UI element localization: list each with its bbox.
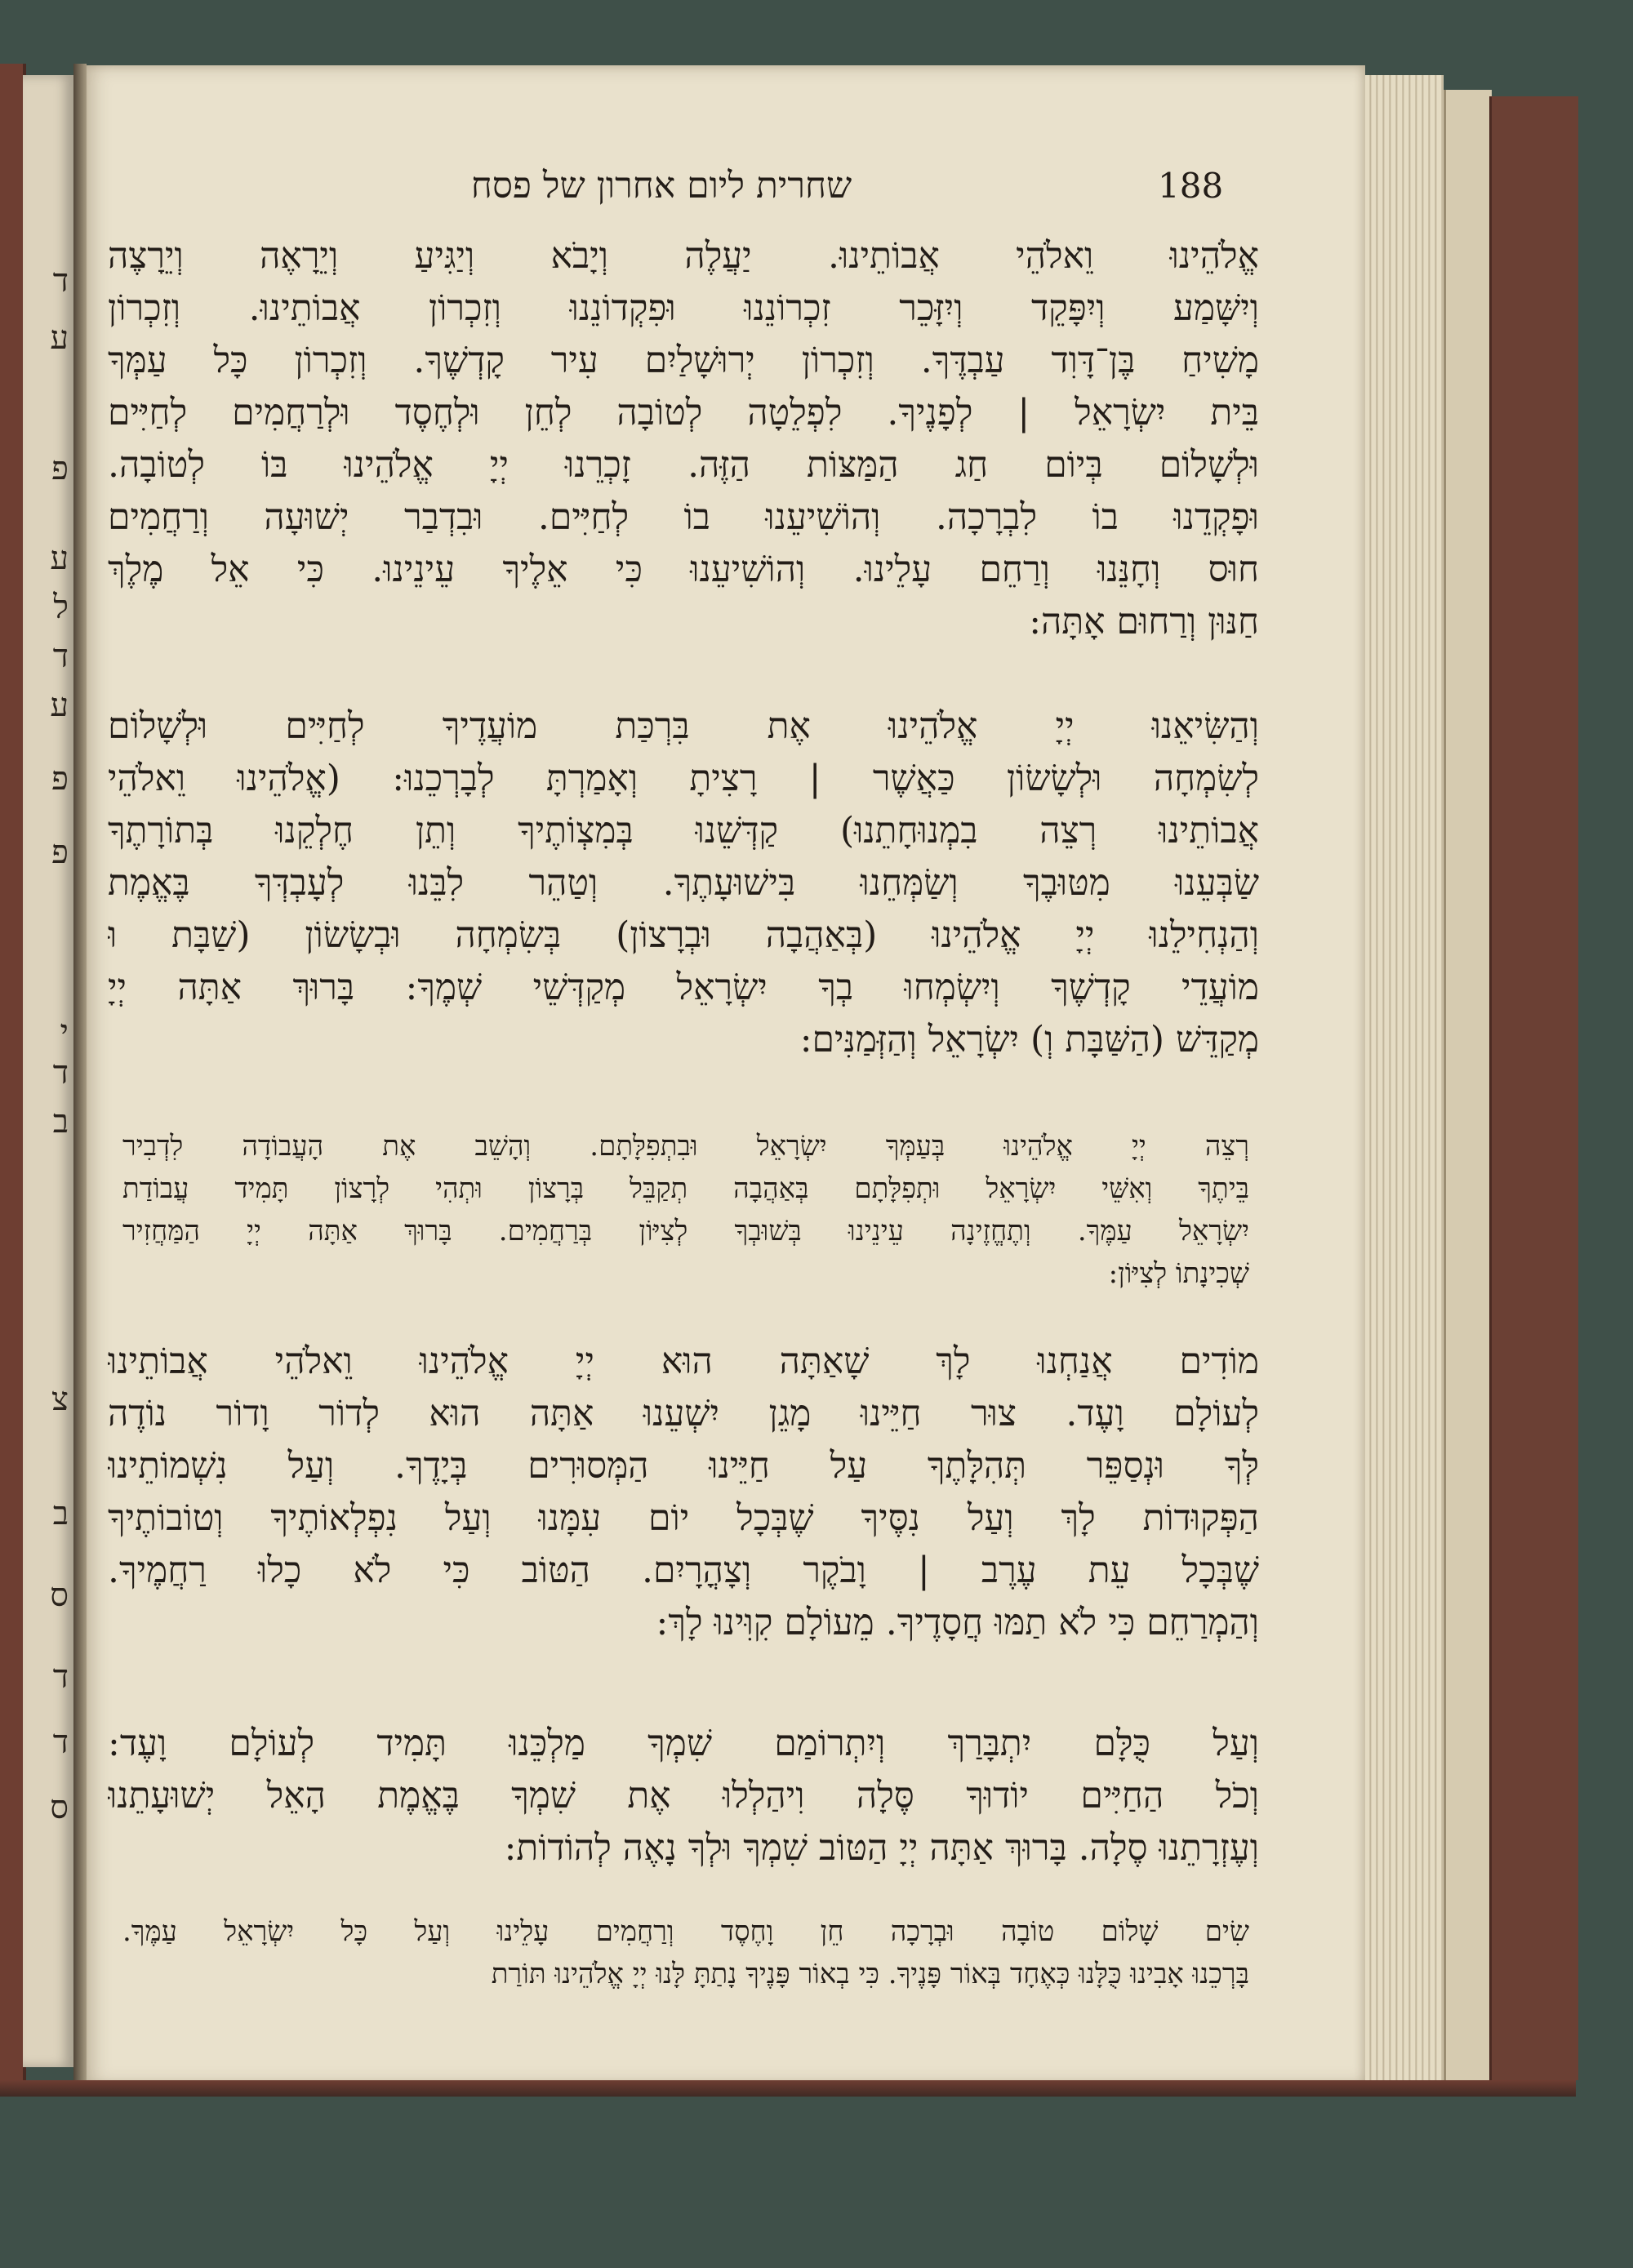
left-page-edge-letter: ב (52, 1103, 69, 1141)
text-line: וְכֹל הַחַיִּים יוֹדוּךָ סֶּלָה וִיהַלְלוּ אֶת שִׁמְךָ בֶּאֱמֶת הָאֵל יְשׁוּעָתֵנוּ (108, 1775, 1259, 1817)
left-page-edge-letter: ד (52, 1054, 69, 1092)
text-line: חוּס וְחָנֵּנוּ וְרַחֵם עָלֵינוּ. וְהוֹשִׁיעֵנוּ כִּי אֵלֶיךָ עֵינֵינוּ. כִּי אֵל מֶלֶךְ (108, 549, 1259, 590)
text-line: שַׂבְּעֵנוּ מִטּוּבֶךָ וְשַׂמְּחֵנוּ בִּישׁוּעָתֶךָ. וְטַהֵר לִבֵּנוּ לְעָבְדְּךָ בֶּאֱמֶת (108, 862, 1259, 904)
paragraph-sim-shalom (122, 1910, 1249, 1995)
left-page-edge-letter: ס (50, 1789, 69, 1826)
text-line: לְּךָ וּנְסַפֵּר תְּהִלָּתֶךָ עַל חַיֵּינוּ הַמְּסוּרִים בְּיָדֶךָ. וְעַל נִשְׁמוֹתֵינוּ (108, 1445, 1259, 1487)
left-page-edge-letter: ד (52, 1723, 69, 1761)
text-line: וּלְשָׁלוֹם בְּיוֹם חַג הַמַּצּוֹת הַזֶּה. זָכְרֵנוּ יְיָ אֱלֹהֵינוּ בּוֹ לְטוֹבָה. (108, 444, 1259, 486)
text-line: בֵּית יִשְׂרָאֵל | לְפָנֶיךָ. לִפְלֵטָה לְטוֹבָה לְחֵן וּלְחֶסֶד וּלְרַחֲמִים לְחַיִּים (108, 392, 1259, 434)
left-page-edge-letter: פ (51, 834, 69, 871)
back-book-cover (1489, 96, 1578, 2080)
text-line: שִׂים שָׁלוֹם טוֹבָה וּבְרָכָה חֵן וָחֶסֶד וְרַחֲמִים עָלֵינוּ וְעַל כָּל יִשְׂרָאֵל עַמֶּךָ. (122, 1915, 1249, 1948)
paragraph-yaaleh-veyavo (108, 230, 1259, 648)
text-line: וּפָקְדֵנוּ בוֹ לִבְרָכָה. וְהוֹשִׁיעֵנוּ בוֹ לְחַיִּים. וּבִדְבַר יְשׁוּעָה וְרַחֲמִים (108, 496, 1259, 538)
text-line: לְעוֹלָם וָעֶד. צוּר חַיֵּינוּ מָגֵן יִשְׁעֵנוּ אַתָּה הוּא לְדוֹר וָדוֹר נוֹדֶה (108, 1393, 1259, 1434)
text-line: וְהַמְרַחֵם כִּי לֹא תַמּוּ חֲסָדֶיךָ. מֵעוֹלָם קִוִּינוּ לָךְ: (656, 1602, 1259, 1643)
left-page-edge-letter: ל (53, 589, 69, 626)
text-line: מוֹעֲדֵי קָדְשֶׁךָ וְיִשְׂמְחוּ בְךָ יִשְׂרָאֵל מְקַדְּשֵׁי שְׁמֶךָ: בָּרוּךְ אַתָּה יְיָ (108, 967, 1259, 1008)
text-line: לְשִׂמְחָה וּלְשָׂשׂוֹן כַּאֲשֶׁר | רָצִיתָ וְאָמַרְתָּ לְבָרְכֵנוּ: (אֱלֹהֵינוּ וֵאלֹהֵי (108, 758, 1259, 799)
text-line: וְהַנְחִילֵנוּ יְיָ אֱלֹהֵינוּ (בְּאַהֲבָה וּבְרָצוֹן) בְּשִׂמְחָה וּבְשָׂשׂוֹן (שַׁבָּת וּ (108, 914, 1259, 956)
text-line: בֵּיתֶךָ וְאִשֵּׁי יִשְׂרָאֵל וּתְפִלָּתָם בְּאַהֲבָה תְקַבֵּל בְּרָצוֹן וּתְהִי לְרָצוֹן תָּמִיד עֲבוֹדַת (122, 1172, 1249, 1205)
left-page-edge-letter: פ (51, 760, 69, 798)
text-line: מְקַדֵּשׁ (הַשַּׁבָּת וְ) יִשְׂרָאֵל וְהַזְּמַנִּים: (799, 1019, 1259, 1061)
left-page-edge-letter: ד (52, 262, 69, 300)
text-line: אֲבוֹתֵינוּ רְצֵה בִמְנוּחָתֵנוּ) קַדְּשֵׁנוּ בְּמִצְוֹתֶיךָ וְתֵן חֶלְקֵנוּ בְּתוֹרָתֶךָ (108, 810, 1259, 852)
left-page-edge (23, 75, 73, 2067)
left-page-edge-letter: פ (51, 450, 69, 487)
paragraph-retzeh (122, 1125, 1249, 1295)
text-line: אֱלֹהֵינוּ וֵאלֹהֵי אֲבוֹתֵינוּ. יַעֲלֶה וְיָבֹא וְיַגִּיעַ וְיֵרָאֶה וְיֵרָצֶה (108, 235, 1259, 277)
back-board (1444, 90, 1492, 2082)
text-line: וְעַל כֻּלָּם יִתְבָּרַךְ וְיִתְרוֹמַם שִׁמְךָ מַלְכֵּנוּ תָּמִיד לְעוֹלָם וָעֶד: (108, 1723, 1259, 1764)
text-line: רְצֵה יְיָ אֱלֹהֵינוּ בְּעַמְּךָ יִשְׂרָאֵל וּבִתְפִלָּתָם. וְהָשֵׁב אֶת הָעֲבוֹדָה לִדְבִיר (122, 1130, 1249, 1163)
left-page-edge-letter: ד (52, 1658, 69, 1696)
text-line: שֶׁבְּכָל עֵת עֶרֶב | וָבֹקֶר וְצָהֳרָיִם. הַטּוֹב כִּי לֹא כָלוּ רַחֲמֶיךָ. (108, 1550, 1259, 1591)
left-page-edge-letter: ב (52, 1495, 69, 1532)
page-stack-edge (1365, 75, 1444, 2092)
left-page-edge-letter: י (60, 1013, 69, 1051)
text-line: יִשְׂרָאֵל עַמֶּךָ. וְתֶחֱזֶינָה עֵינֵינוּ בְּשׁוּבְךָ לְצִיּוֹן בְּרַחֲמִים. בָּרוּךְ אַתָּה יְיָ הַמַּחֲזִיר (122, 1215, 1249, 1247)
text-line: בָּרְכֵנוּ אָבִינוּ כֻּלָּנוּ כְּאֶחָד בְּאוֹר פָּנֶיךָ. כִּי בְאוֹר פָּנֶיךָ נָתַתָּ לָּנוּ יְיָ אֱלֹהֵינוּ תּוֹרַת (491, 1958, 1249, 1990)
left-page-edge-letter: ע (50, 319, 69, 357)
running-title: שחרית ליום אחרון של פסח (470, 165, 852, 207)
page-number: 188 (1158, 166, 1224, 206)
left-page-edge-letter: ע (50, 540, 69, 577)
text-line: מָשִׁיחַ בֶּן־דָּוִד עַבְדֶּךָ. וְזִכְרוֹן יְרוּשָׁלַיִם עִיר קָדְשֶׁךָ. וְזִכְרוֹן כָּל עַמְּךָ (108, 340, 1259, 381)
paragraph-veal-kulam (108, 1718, 1259, 1874)
left-page-edge-letter: ע (50, 687, 69, 724)
paragraph-vehasienu (108, 700, 1259, 1066)
left-page-edge-letter: צ (51, 1381, 69, 1418)
left-page-edge-letter: ד (52, 638, 69, 675)
text-line: הַפְּקוּדוֹת לָךְ וְעַל נִסֶּיךָ שֶׁבְּכָל יוֹם עִמָּנוּ וְעַל נִפְלְאוֹתֶיךָ וְטוֹבוֹתֶיךָ (108, 1497, 1259, 1539)
text-line: וְהַשִּׂיאֵנוּ יְיָ אֱלֹהֵינוּ אֶת בִּרְכַּת מוֹעֲדֶיךָ לְחַיִּים וּלְשָׁלוֹם (108, 705, 1259, 747)
text-line: וְעֶזְרָתֵנוּ סֶלָה. בָּרוּךְ אַתָּה יְיָ הַטּוֹב שִׁמְךָ וּלְךָ נָאֶה לְהוֹדוֹת: (504, 1827, 1259, 1869)
paragraph-modim (108, 1336, 1259, 1649)
left-page-edge-letter: ס (50, 1576, 69, 1614)
text-line: שְׁכִינָתוֹ לְצִיּוֹן: (1108, 1257, 1249, 1290)
text-line: חַנּוּן וְרַחוּם אָתָּה: (1029, 601, 1259, 643)
bottom-cover-edge (0, 2080, 1576, 2097)
text-line: וְיִשָּׁמַע וְיִפָּקֵד וְיִזָּכֵר זִכְרוֹנֵנוּ וּפִקְדוֹנֵנוּ וְזִכְרוֹן אֲבוֹתֵינוּ. וְזִכְרוֹן (108, 287, 1259, 329)
text-line: מוֹדִים אֲנַחְנוּ לָךְ שָׁאַתָּה הוּא יְיָ אֱלֹהֵינוּ וֵאלֹהֵי אֲבוֹתֵינוּ (108, 1341, 1259, 1382)
book-gutter (73, 64, 87, 2080)
